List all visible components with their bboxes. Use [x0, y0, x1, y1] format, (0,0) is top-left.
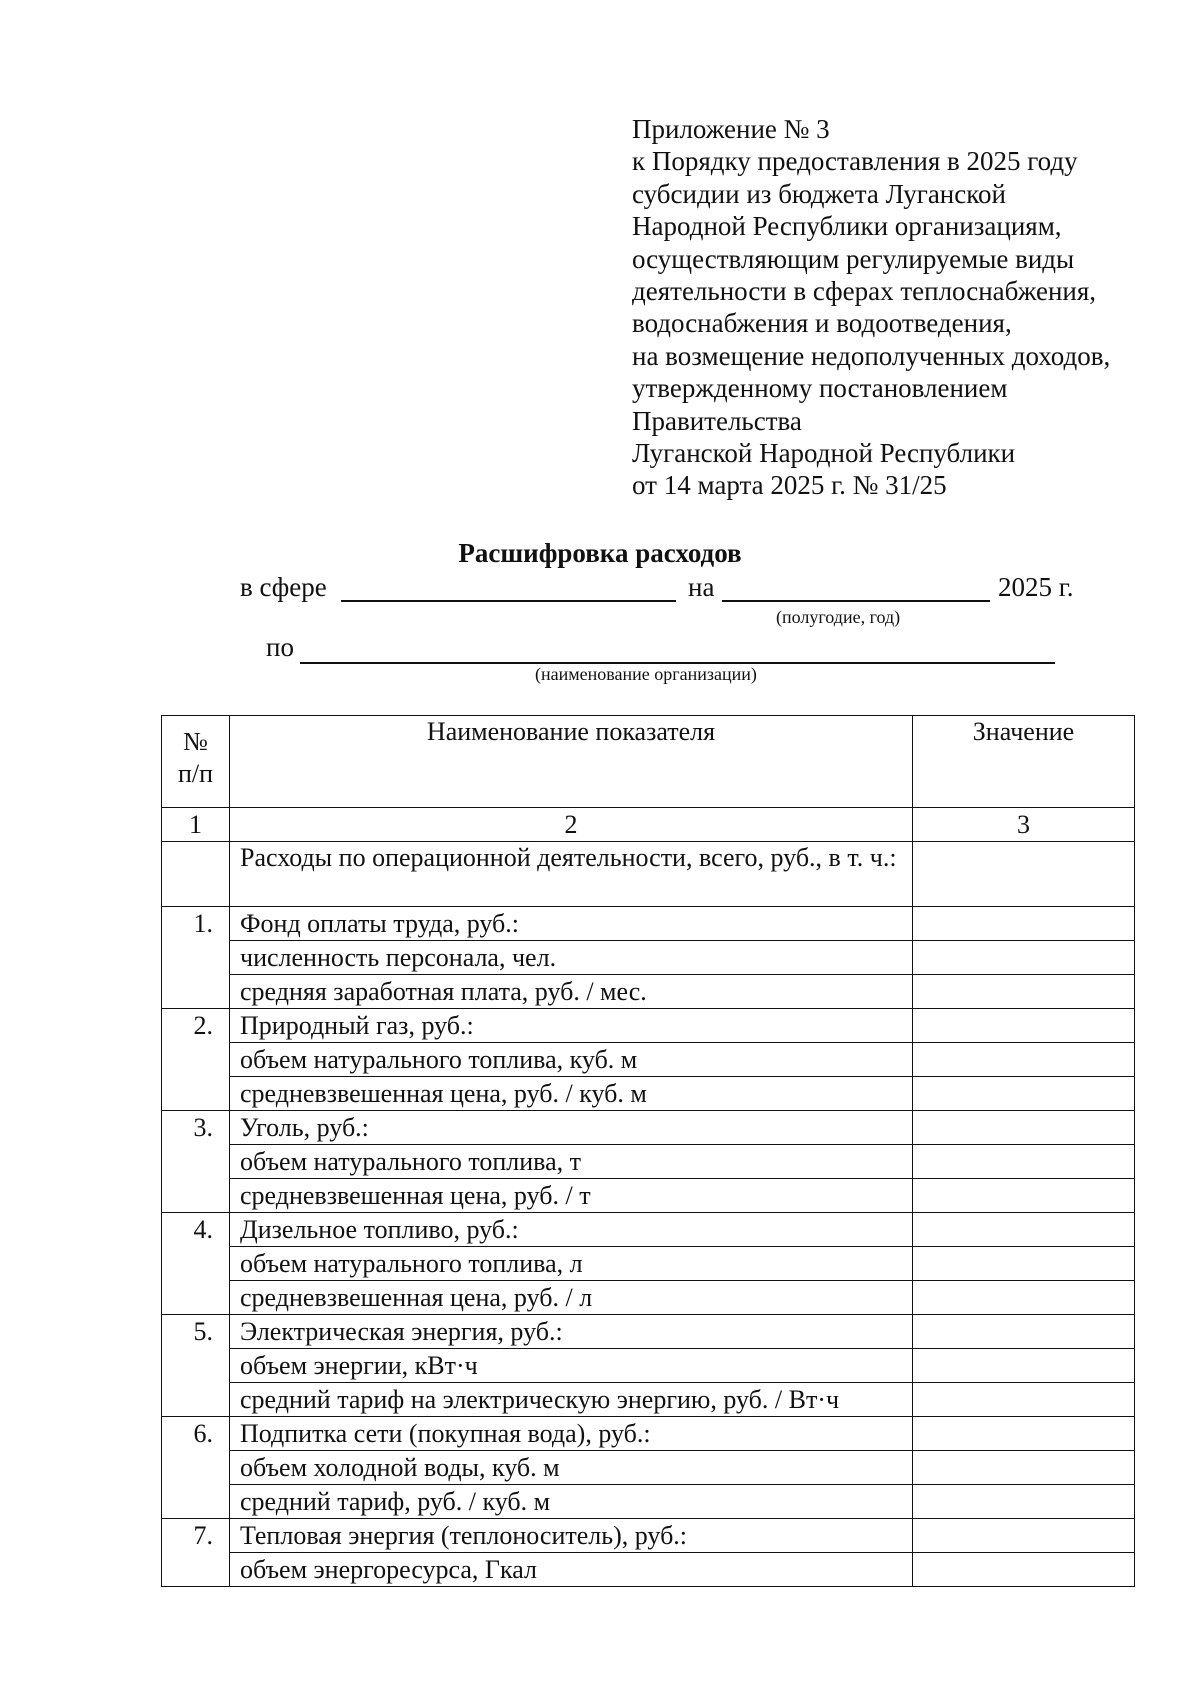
- row-name-cell: средняя заработная плата, руб. / мес.: [230, 975, 913, 1009]
- table-row: [162, 1519, 1135, 1553]
- table-row: [162, 1247, 1135, 1281]
- appendix-line: к Порядку предоставления в 2025 году: [632, 146, 1078, 177]
- value-cell[interactable]: [913, 1145, 1135, 1179]
- value-cell[interactable]: [913, 1485, 1135, 1519]
- sphere-field[interactable]: [341, 600, 676, 602]
- row-num-cell: 2.: [162, 1009, 230, 1111]
- appendix-line: деятельности в сферах теплоснабжения,: [632, 276, 1097, 307]
- value-cell[interactable]: [913, 842, 1135, 907]
- row-name-cell: средневзвешенная цена, руб. / л: [230, 1281, 913, 1315]
- value-cell[interactable]: [913, 975, 1135, 1009]
- row-name-cell: Расходы по операционной деятельности, всего, руб., в т. ч.:: [230, 842, 913, 907]
- row-name-cell: объем натурального топлива, л: [230, 1247, 913, 1281]
- table-row: [162, 1043, 1135, 1077]
- table-header-row: [162, 716, 1135, 808]
- col-number: 2: [230, 808, 913, 842]
- row-name-cell: объем холодной воды, куб. м: [230, 1451, 913, 1485]
- value-cell[interactable]: [913, 1179, 1135, 1213]
- po-label: по: [266, 632, 294, 662]
- table-row: [162, 941, 1135, 975]
- row-num-cell: 3.: [162, 1111, 230, 1213]
- row-name-cell: объем натурального топлива, т: [230, 1145, 913, 1179]
- row-name-cell: Природный газ, руб.:: [230, 1009, 913, 1043]
- table-row: [162, 1213, 1135, 1247]
- table-row: [162, 1179, 1135, 1213]
- table-row: [162, 1485, 1135, 1519]
- row-name-cell: Электрическая энергия, руб.:: [230, 1315, 913, 1349]
- value-cell[interactable]: [913, 1349, 1135, 1383]
- row-name-cell: Тепловая энергия (теплоноситель), руб.:: [230, 1519, 913, 1553]
- row-name-cell: Дизельное топливо, руб.:: [230, 1213, 913, 1247]
- table-row: [162, 1009, 1135, 1043]
- col-number: 3: [913, 808, 1135, 842]
- row-num-cell: 1.: [162, 907, 230, 1009]
- row-name-cell: Уголь, руб.:: [230, 1111, 913, 1145]
- appendix-line: Луганской Народной Республики: [632, 438, 1016, 469]
- value-cell[interactable]: [913, 1213, 1135, 1247]
- sphere-label: в сфере: [240, 572, 327, 602]
- row-num-cell: 6.: [162, 1417, 230, 1519]
- table-row: [162, 1451, 1135, 1485]
- document-title: Расшифровка расходов: [458, 538, 742, 568]
- appendix-line: субсидии из бюджета Луганской: [632, 178, 1006, 209]
- appendix-line: осуществляющим регулируемые виды: [632, 243, 1075, 274]
- row-name-cell: численность персонала, чел.: [230, 941, 913, 975]
- appendix-block: [632, 113, 1172, 502]
- value-cell[interactable]: [913, 907, 1135, 941]
- sphere-line: [0, 568, 1200, 608]
- value-cell[interactable]: [913, 1043, 1135, 1077]
- table-row: [162, 1383, 1135, 1417]
- value-cell[interactable]: [913, 1451, 1135, 1485]
- appendix-line: на возмещение недополученных доходов,: [632, 340, 1111, 371]
- value-cell[interactable]: [913, 1281, 1135, 1315]
- row-num-cell: 7.: [162, 1519, 230, 1587]
- row-name-cell: Подпитка сети (покупная вода), руб.:: [230, 1417, 913, 1451]
- row-name-cell: Фонд оплаты труда, руб.:: [230, 907, 913, 941]
- row-num-cell: [162, 842, 230, 907]
- table-row-total: [162, 842, 1135, 907]
- row-name-cell: средний тариф, руб. / куб. м: [230, 1485, 913, 1519]
- table-row: [162, 1145, 1135, 1179]
- row-name-cell: объем натурального топлива, куб. м: [230, 1043, 913, 1077]
- period-field[interactable]: [722, 600, 990, 602]
- table-row: [162, 907, 1135, 941]
- table-row: [162, 1077, 1135, 1111]
- table-row: [162, 1553, 1135, 1587]
- value-cell[interactable]: [913, 1009, 1135, 1043]
- period-hint: (полугодие, год): [776, 607, 901, 627]
- row-num-cell: 4.: [162, 1213, 230, 1315]
- value-cell[interactable]: [913, 1553, 1135, 1587]
- table-row: [162, 1111, 1135, 1145]
- value-cell[interactable]: [913, 1111, 1135, 1145]
- value-cell[interactable]: [913, 1519, 1135, 1553]
- value-cell[interactable]: [913, 1383, 1135, 1417]
- col-number: 1: [162, 808, 230, 842]
- table-row: [162, 1417, 1135, 1451]
- row-name-cell: средневзвешенная цена, руб. / т: [230, 1179, 913, 1213]
- appendix-line: Народной Республики организациям,: [632, 211, 1062, 242]
- na-label: на: [688, 572, 715, 602]
- appendix-line: водоснабжения и водоотведения,: [632, 308, 1012, 339]
- row-num-cell: 5.: [162, 1315, 230, 1417]
- appendix-line: утвержденному постановлением: [632, 373, 1008, 404]
- expenses-table: [161, 715, 1135, 1587]
- table-row: [162, 1281, 1135, 1315]
- table-row: [162, 1349, 1135, 1383]
- row-name-cell: объем энергии, кВт·ч: [230, 1349, 913, 1383]
- header-value: Значение: [913, 716, 1135, 808]
- value-cell[interactable]: [913, 1077, 1135, 1111]
- table-row: [162, 975, 1135, 1009]
- value-cell[interactable]: [913, 1315, 1135, 1349]
- column-number-row: [162, 808, 1135, 842]
- table-row: [162, 1315, 1135, 1349]
- appendix-line: от 14 марта 2025 г. № 31/25: [632, 470, 947, 501]
- header-name: Наименование показателя: [230, 716, 913, 808]
- appendix-line: Приложение № 3: [632, 114, 830, 144]
- value-cell[interactable]: [913, 1247, 1135, 1281]
- row-name-cell: объем энергоресурса, Гкал: [230, 1553, 913, 1587]
- year-label: 2025 г.: [998, 572, 1074, 602]
- row-name-cell: средневзвешенная цена, руб. / куб. м: [230, 1077, 913, 1111]
- header-num: № п/п: [162, 716, 230, 808]
- row-name-cell: средний тариф на электрическую энергию, руб. / Вт·ч: [230, 1383, 913, 1417]
- appendix-line: Правительства: [632, 405, 802, 436]
- value-cell[interactable]: [913, 1417, 1135, 1451]
- value-cell[interactable]: [913, 941, 1135, 975]
- organization-hint: (наименование организации): [535, 664, 757, 684]
